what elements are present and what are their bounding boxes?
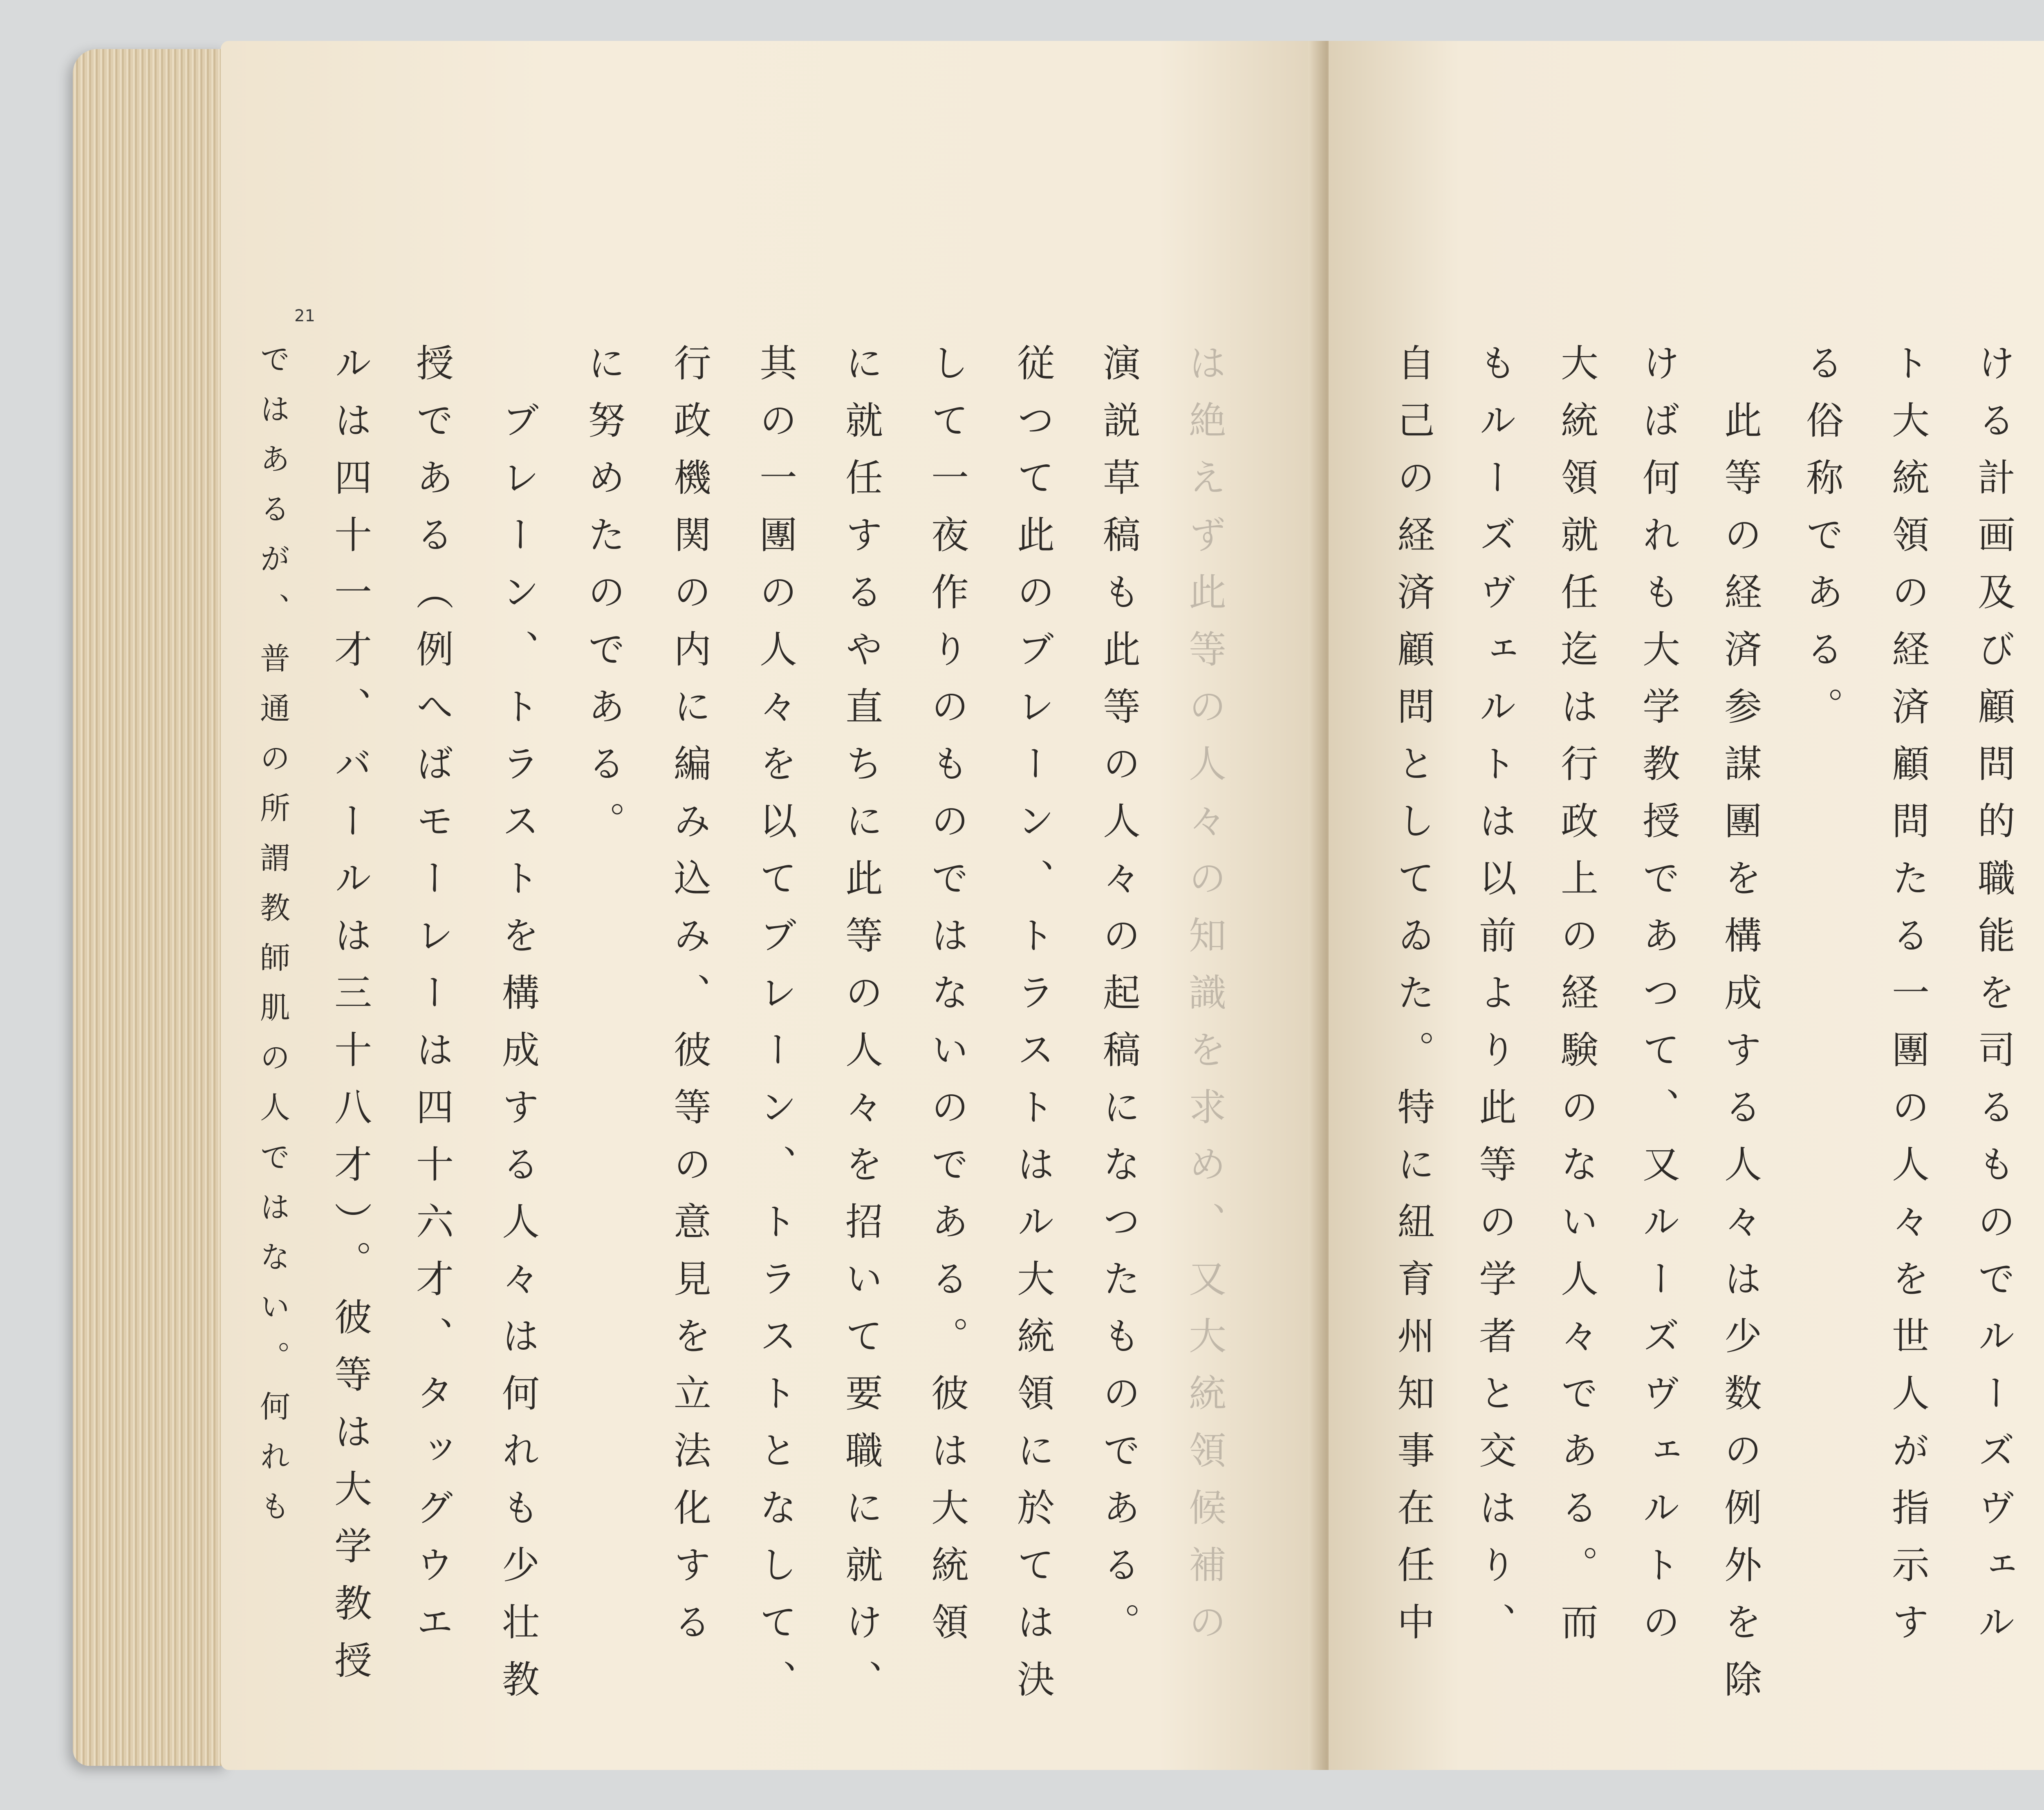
text-column-11: ルは四十一才、バールは三十八才）。彼等は大学教授	[328, 343, 372, 1698]
text-column-4: して一夜作りのものではないのである。彼は大統領	[925, 343, 969, 1660]
text-column-2: 演説草稿も此等の人々の起稿になつたものである。	[1097, 343, 1141, 1660]
text-column-12: ではあるが、普通の所謂教師肌の人ではない。何れも	[255, 343, 290, 1540]
text-column-8: に努めたのである。	[582, 343, 625, 858]
text-column-5: ト大統領の経済顧問たる一團の人々を世人が指示す	[1886, 343, 1930, 1660]
text-column-9: 大統領就任迄は行政上の経験のない人々である。而	[1555, 343, 1598, 1660]
right-page	[1329, 41, 2044, 1770]
text-column-9: ブレーン、トラストを構成する人々は何れも少壮教	[496, 343, 540, 1717]
text-column-3: 従つて此のブレーン、トラストはル大統領に於ては決	[1011, 343, 1055, 1717]
text-column-8: けば何れも大学教授であつて、又ルーズヴェルトの	[1636, 343, 1680, 1660]
text-column-10: 授である（例へばモーレーは四十六才、タッグウエ	[410, 343, 454, 1660]
text-column-7: 行政機関の内に編み込み、彼等の意見を立法化する	[668, 343, 711, 1660]
text-column-10: もルーズヴェルトは以前より此等の学者と交はり、	[1473, 343, 1517, 1660]
text-column-6: る俗称である。	[1800, 343, 1844, 744]
text-column-5: に就任するや直ちに此等の人々を招いて要職に就け、	[839, 343, 883, 1717]
left-page	[221, 41, 1325, 1770]
text-column-7: 此等の経済参謀團を構成する人々は少数の例外を除	[1718, 343, 1762, 1717]
text-column-11: 自己の経済顧問としてゐた。特に紐育州知事在任中	[1391, 343, 1435, 1660]
left-page-number: 21	[294, 307, 315, 325]
left-page-block-edge	[73, 49, 228, 1766]
text-column-1: は絶えず此等の人々の知識を求め、又大統領候補の	[1183, 343, 1226, 1660]
text-column-6: 其の一團の人々を以てブレーン、トラストとなして、	[753, 343, 797, 1717]
text-column-4: ける計画及び顧問的職能を司るものでルーズヴェル	[1972, 343, 2015, 1660]
